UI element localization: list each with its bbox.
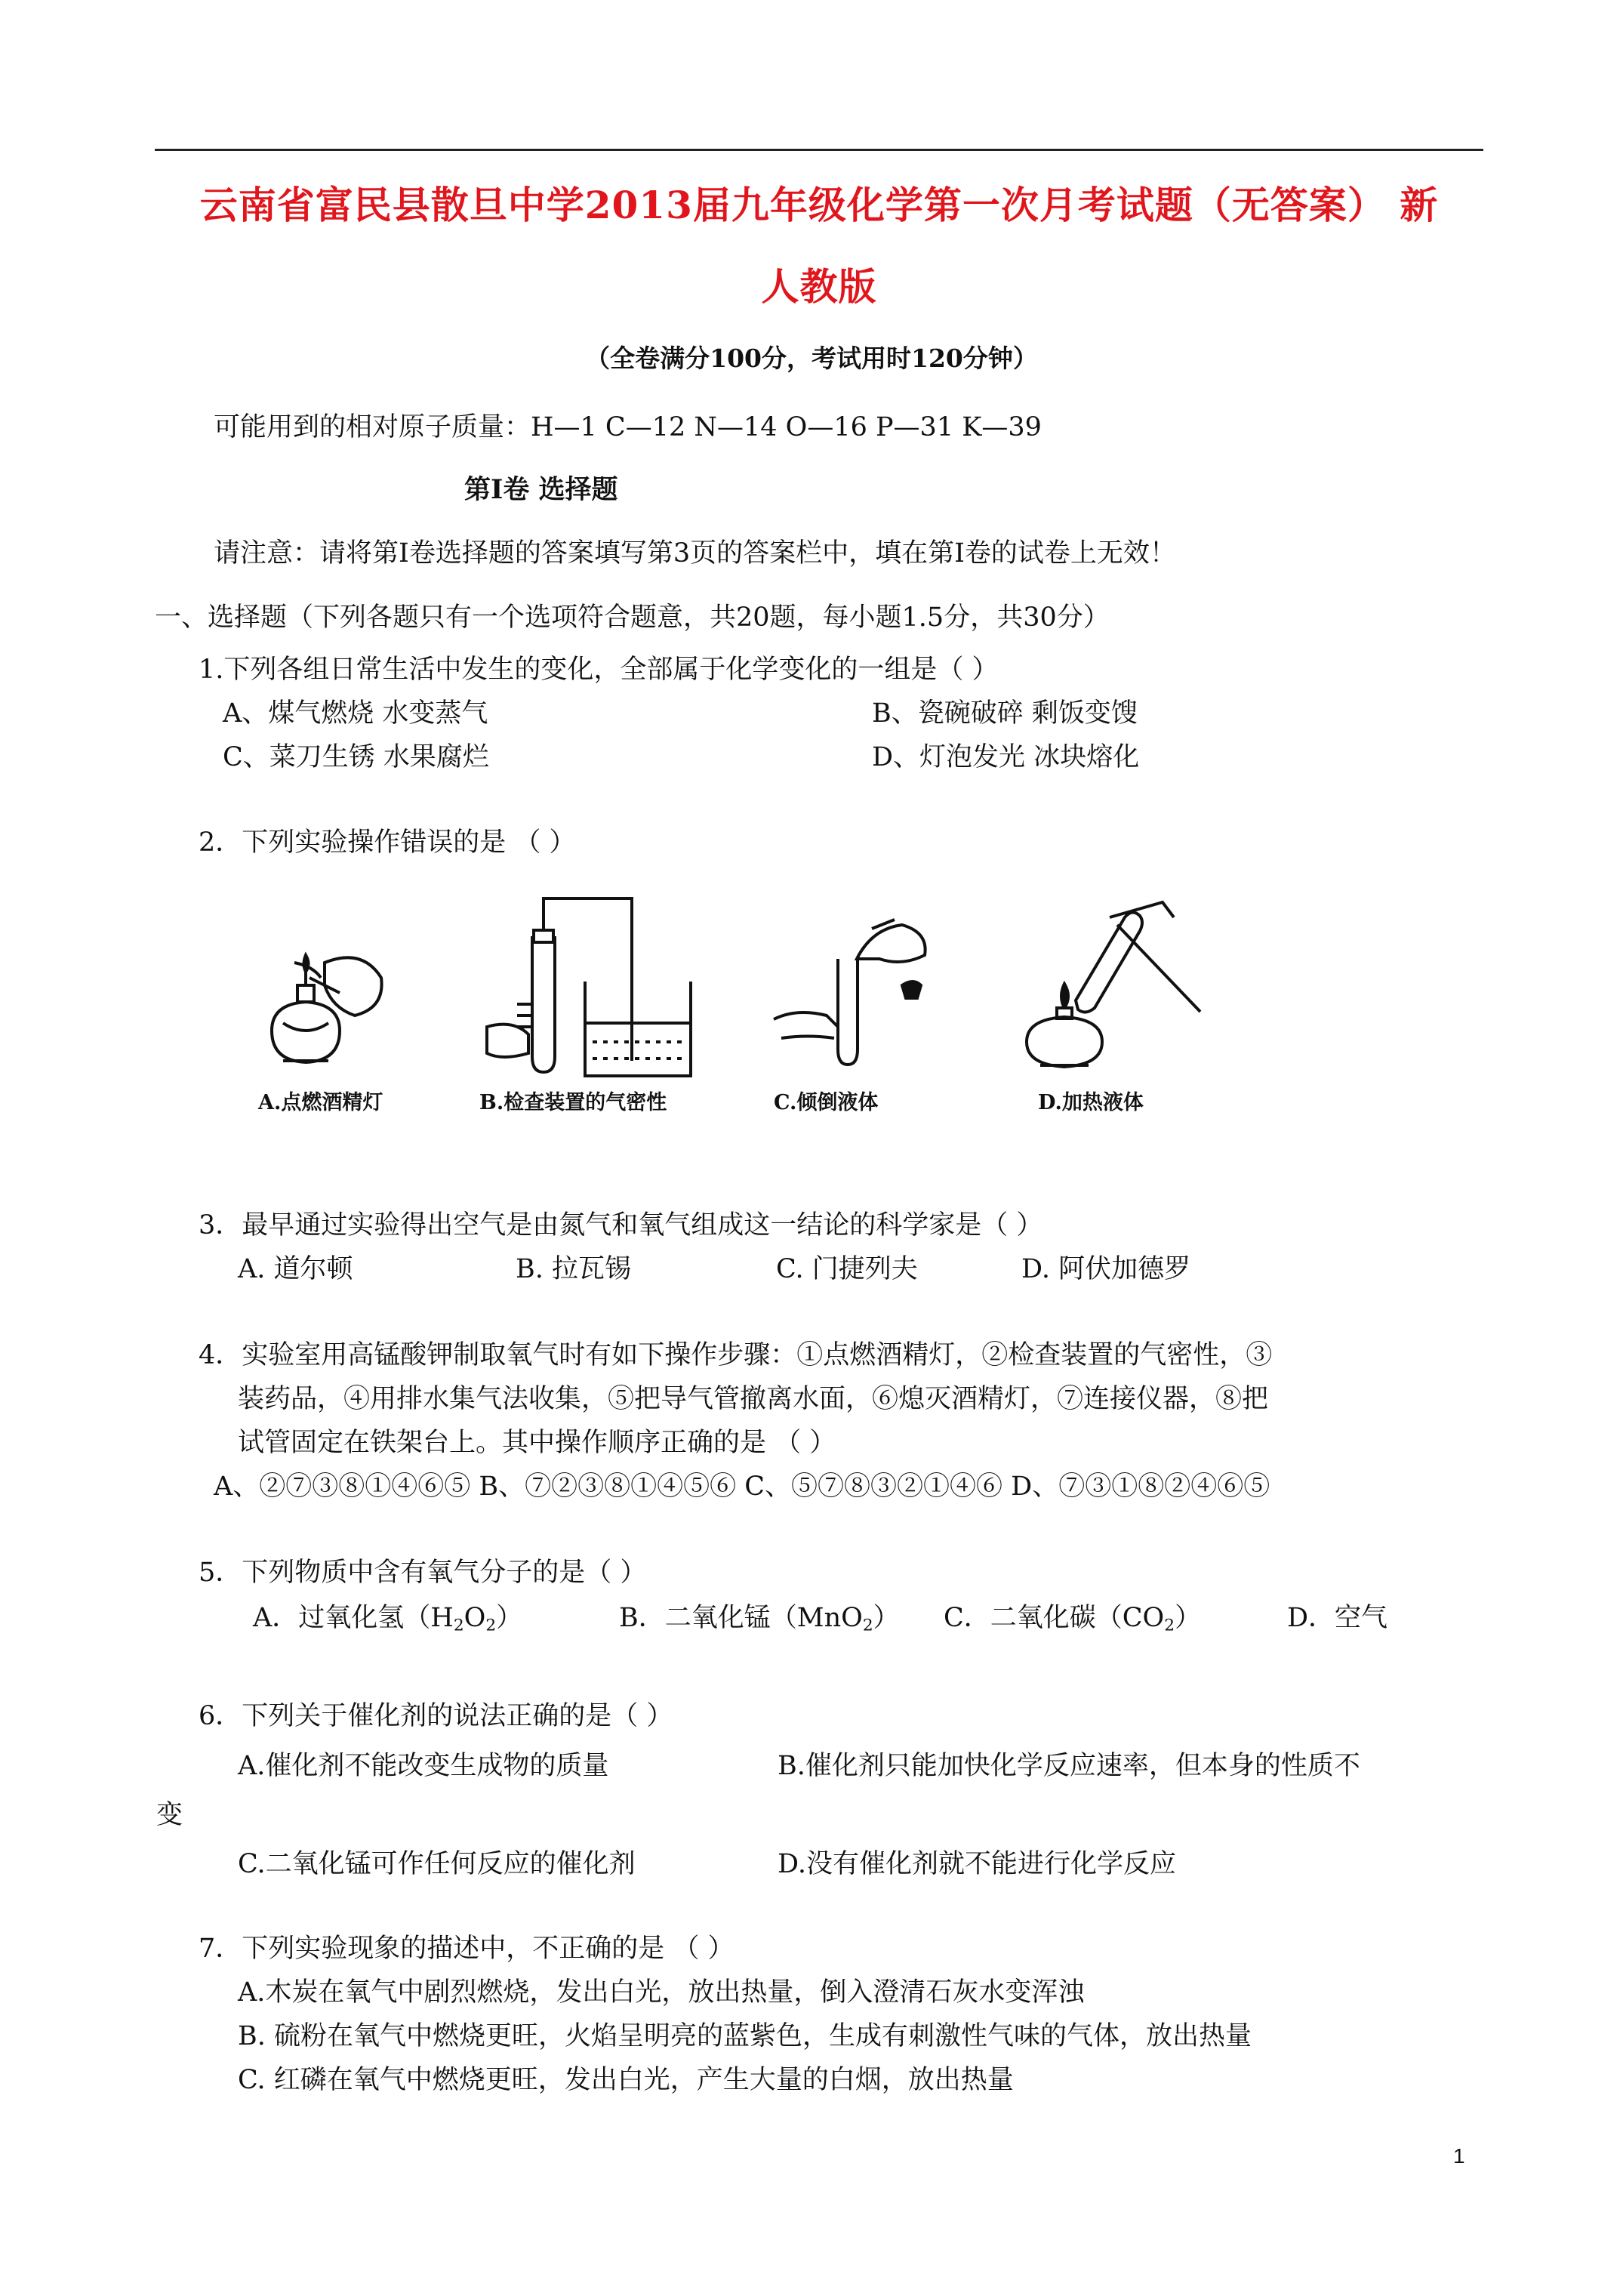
q5-option-b: B．二氧化锰（MnO$_2$） [619,1603,900,1635]
q5-option-a: A．过氧化氢$(H_2O_2)$ [253,1603,523,1635]
q6-option-c: C.二氧化锰可作任何反应的催化剂 [238,1849,636,1879]
exam-title-line2: 人教版 [761,264,877,309]
figure-a-caption: A.点燃酒精灯 [258,1091,383,1114]
q1-option-d: D、灯泡发光 冰块熔化 [872,742,1140,772]
figure-d-caption: D.加热液体 [1038,1091,1144,1114]
q5-stem: 5．下列物质中含有氧气分子的是（ ） [199,1558,647,1588]
q3-option-d: D. 阿伏加德罗 [1021,1254,1191,1284]
q1-stem: 1.下列各组日常生活中发生的变化，全部属于化学变化的一组是（ ） [199,655,999,685]
q1-option-c: C、菜刀生锈 水果腐烂 [223,742,489,772]
figure-a-lighting-lamp [249,932,400,1083]
part-title: 一、选择题（下列各题只有一个选项符合题意，共20题，每小题1.5分，共30分） [155,603,1110,633]
q6-option-b: B.催化剂只能加快化学反应速率，但本身的性质不 [778,1751,1360,1781]
exam-title-line1: 云南省富民县散旦中学2013届九年级化学第一次月考试题（无答案） 新 [199,183,1439,227]
q4-options: A、②⑦③⑧①④⑥⑤ B、⑦②③⑧①④⑤⑥ C、⑤⑦⑧③②①④⑥ D、⑦③①⑧②④⑥⑤ [214,1472,1270,1502]
q1-option-b: B、瓷碗破碎 剩饭变馊 [872,698,1138,729]
q6-stem: 6．下列关于催化剂的说法正确的是（ ） [199,1701,673,1731]
q7-option-c: C. 红磷在氧气中燃烧更旺，发出白光，产生大量的白烟，放出热量 [238,2065,1014,2095]
q6-option-b-cont: 变 [156,1800,183,1830]
q1-option-a: A、煤气燃烧 水变蒸气 [223,698,488,729]
q4-line2: 装药品，④用排水集气法收集，⑤把导气管撤离水面，⑥熄灭酒精灯，⑦连接仪器，⑧把 [238,1384,1269,1414]
q7-stem: 7．下列实验现象的描述中，不正确的是 （ ） [199,1934,735,1964]
atomic-mass-line: 可能用到的相对原子质量：H—1 C—12 N—14 O—16 P—31 K—39 [214,412,1042,442]
full-score-note: （全卷满分100分，考试用时120分钟） [585,344,1038,373]
figure-b-airtightness [472,891,744,1080]
q5-option-c: C．二氧化碳$(CO_2)$ [944,1603,1202,1635]
q6-option-d: D.没有催化剂就不能进行化学反应 [778,1849,1176,1879]
q7-option-a: A.木炭在氧气中剧烈燃烧，发出白光，放出热量，倒入澄清石灰水变浑浊 [238,1977,1085,2008]
q2-stem: 2．下列实验操作错误的是 （ ） [199,827,576,858]
section-heading: 第Ⅰ卷 选择题 [464,474,618,505]
q4-line3: 试管固定在铁架台上。其中操作顺序正确的是 （ ） [238,1428,836,1458]
q5-option-d: D．空气 [1287,1603,1388,1633]
answer-notice: 请注意：请将第Ⅰ卷选择题的答案填写第3页的答案栏中，填在第Ⅰ卷的试卷上无效！ [214,538,1176,569]
figure-c-pouring-liquid [766,914,940,1080]
header-rule [155,149,1483,151]
q6-option-a: A.催化剂不能改变生成物的质量 [238,1751,609,1781]
figure-b-caption: B.检查装置的气密性 [479,1091,667,1114]
q7-option-b: B. 硫粉在氧气中燃烧更旺，火焰呈明亮的蓝紫色，生成有刺激性气味的气体，放出热量 [238,2021,1252,2051]
q3-stem: 3．最早通过实验得出空气是由氮气和氧气组成这一结论的科学家是（ ） [199,1210,1043,1240]
q3-option-b: B. 拉瓦锡 [516,1254,631,1284]
q3-option-c: C. 门捷列夫 [776,1254,918,1284]
figure-c-caption: C.倾倒液体 [774,1091,879,1114]
page-number: 1 [1453,2144,1465,2168]
figure-d-heating-liquid [1004,895,1215,1083]
q3-option-a: A. 道尔顿 [238,1254,353,1284]
q4-line1: 4．实验室用高锰酸钾制取氧气时有如下操作步骤：①点燃酒精灯，②检查装置的气密性，③ [199,1340,1273,1370]
